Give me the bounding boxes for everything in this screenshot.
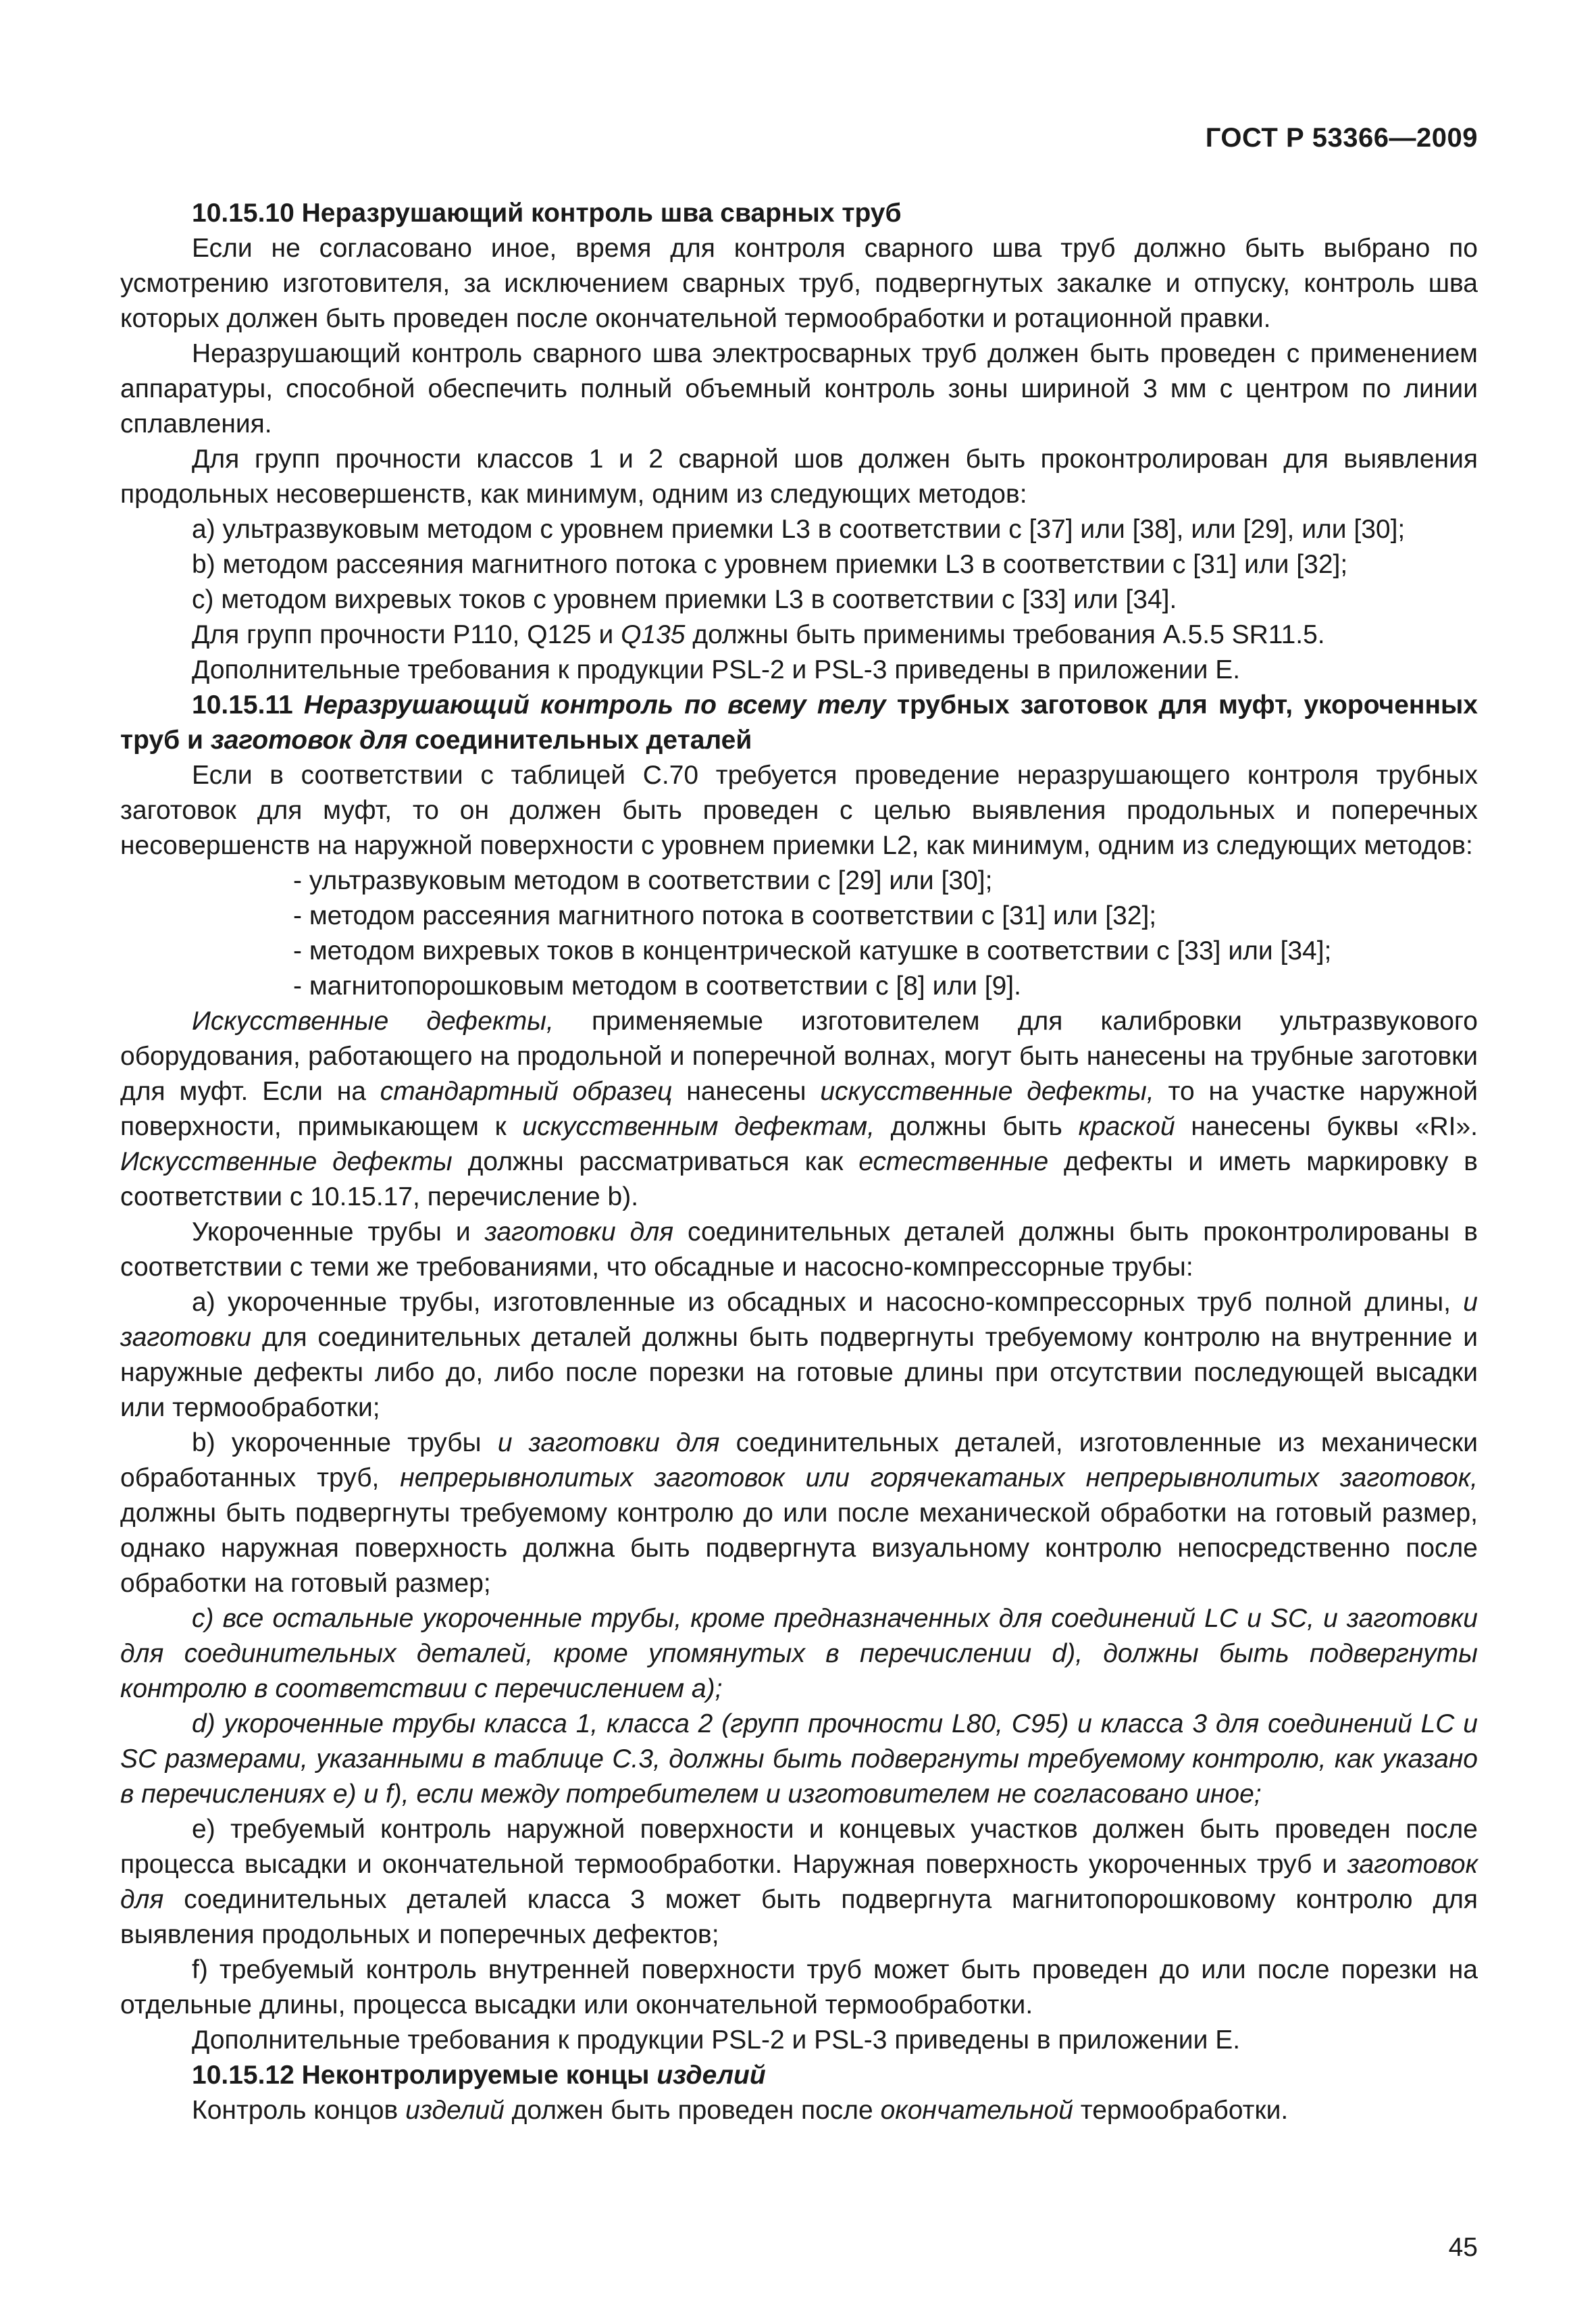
heading-italic: заготовок для [210,726,408,755]
text-run: Для групп прочности Р110, Q125 и [192,620,621,649]
text-run: соединительных деталей класса 3 может быть подвергнута магнитопорошковому контролю для выявления продольных и поперечных дефектов; [120,1885,1478,1949]
text-run-italic: искусственным дефектам, [522,1112,875,1141]
paragraph: Для групп прочности классов 1 и 2 сварной шов должен быть проконтролирован для выявления продольных несовершенств, как минимум, одним из следующих методов: [120,445,1478,509]
text-run: термообработки. [1073,2096,1289,2125]
text-run-italic: и заготовки для [497,1428,720,1457]
section-heading-10-15-11 [120,688,1478,758]
paragraph [120,2093,1478,2128]
text-run: должны рассматриваться как [452,1147,859,1176]
text-run-italic: Q135 [621,620,686,649]
text-run-italic: заготовок для [120,1850,1478,1914]
list-item [120,1812,1478,1953]
text-run: Укороченные трубы и [192,1217,485,1247]
text-run: соединительных деталей должны быть проконтролированы в соответствии с теми же требованиями, что обсадные и насосно-компрессорные трубы: [120,1217,1478,1282]
text-run: е) требуемый контроль наружной поверхности и концевых участков должен быть проведен после процесса высадки и окончательной термообработки. Наружная поверхность укороченных труб и [120,1815,1478,1879]
text-run: то на участке наружной поверхности, примыкающем к [120,1077,1478,1141]
text-run: для соединительных деталей должны быть подвергнуты требуемому контролю на внутренние и наружные дефекты либо до, либо после порезки на готовые длины при отсутствии последующей высадки или термообработки; [120,1323,1478,1422]
document-code: ГОСТ Р 53366—2009 [1205,123,1478,153]
text-run-italic: Искусственные дефекты, [192,1007,554,1036]
text-run-italic: окончательной [880,2096,1073,2125]
paragraph: Дополнительные требования к продукции PSL-2 и PSL-3 приведены в приложении Е. [192,2026,1241,2055]
list-item: - ультразвуковым методом в соответствии с [29] или [30]; [293,866,993,895]
paragraph: Дополнительные требования к продукции PSL-2 и PSL-3 приведены в приложении Е. [192,655,1241,684]
dash-list [120,863,1478,1004]
text-run: должны быть [874,1112,1079,1141]
paragraph [120,618,1478,653]
text-run: нанесены буквы «RI». [1175,1112,1478,1141]
list-item: f) требуемый контроль внутренней поверхности труб может быть проведен до или после порезки на отдельные длины, процесса высадки или окончательной термообработки. [120,1955,1478,2019]
heading-text: соединительных деталей [407,726,752,755]
text-run-italic: непрерывнолитых заготовок или горячекатаных непрерывнолитых заготовок, [400,1463,1478,1492]
text-run-italic: Искусственные дефекты [120,1147,453,1176]
paragraph: Если не согласовано иное, время для контроля сварного шва труб должно быть выбрано по усмотрению изготовителя, за исключением сварных труб, подвергнутых закалке и отпуску, контроль шва которых должен быть проведен после окончательной термообработки и ротационной правки. [120,234,1478,333]
section-heading-10-15-12 [120,2058,1478,2093]
heading-italic: Неразрушающий контроль по всему телу [303,690,886,720]
text-run: применяемые изготовителем для калибровки ультразвукового оборудования, работающего на продольной и поперечной волнах, могут быть нанесены на трубные заготовки для муфт. Если на [120,1007,1478,1106]
list-item: с) все остальные укороченные трубы, кроме предназначенных для соединений LC и SC, и заготовки для соединительных деталей, кроме упомянутых в перечислении d), должны быть подвергнуты контролю в соответствии с перечислением а); [120,1604,1478,1703]
paragraph [120,1215,1478,1285]
text-run: должен быть проведен после [504,2096,881,2125]
list-item: b) методом рассеяния магнитного потока с уровнем приемки L3 в соответствии с [31] или [32]; [192,550,1348,579]
heading-italic: изделий [657,2061,766,2090]
paragraph: Неразрушающий контроль сварного шва электросварных труб должен быть проведен с применением аппаратуры, способной обеспечить полный объемный контроль зоны шириной 3 мм с центром по линии сплавления. [120,339,1478,438]
text-run: Контроль концов [192,2096,406,2125]
page-number: 45 [1448,2233,1478,2262]
paragraph [120,1004,1478,1215]
text-run: а) укороченные трубы, изготовленные из обсадных и насосно-компрессорных труб полной длины, [192,1288,1464,1317]
list-item [120,1426,1478,1601]
text-run: b) укороченные трубы [192,1428,498,1457]
text-run-italic: естественные [858,1147,1049,1176]
list-item: с) методом вихревых токов с уровнем приемки L3 в соответствии с [33] или [34]. [192,585,1177,614]
text-run-italic: и заготовки [120,1288,1478,1352]
list-item [120,1285,1478,1426]
paragraph: Если в соответствии с таблицей С.70 требуется проведение неразрушающего контроля трубных заготовок для муфт, то он должен быть проведен с целью выявления продольных и поперечных несовершенств на наружной поверхности с уровнем приемки L2, как минимум, одним из следующих методов: [120,761,1478,860]
text-run: должны быть подвергнуты требуемому контролю до или после механической обработки на готовый размер, однако наружная поверхность должна быть подвергнута визуальному контролю непосредственно после обработки на готовый размер; [120,1499,1478,1598]
text-run: нанесены [672,1077,821,1106]
text-run: соединительных деталей, изготовленные из механически обработанных труб, [120,1428,1478,1492]
list-item: - методом рассеяния магнитного потока в соответствии с [31] или [32]; [293,901,1157,930]
text-run-italic: искусственные дефекты, [820,1077,1154,1106]
section-heading-10-15-10: 10.15.10 Неразрушающий контроль шва сварных труб [192,199,902,228]
text-run-italic: изделий [405,2096,505,2125]
heading-text: трубных заготовок для муфт, укороченных труб и [120,690,1478,755]
text-run-italic: краской [1078,1112,1175,1141]
list-item: - методом вихревых токов в концентрической катушке в соответствии с [33] или [34]; [293,936,1332,965]
heading-text: 10.15.12 Неконтролируемые концы [192,2061,657,2090]
text-run-italic: заготовки для [484,1217,674,1247]
text-run: дефекты и иметь маркировку в соответствии с 10.15.17, перечисление b). [120,1147,1478,1211]
list-item: d) укороченные трубы класса 1, класса 2 (групп прочности L80, C95) и класса 3 для соединений LC и SC размерами, указанными в таблице С.3, должны быть подвергнуты требуемому контролю, как указано в перечислениях е) и f), если между потребителем и изготовителем не согласовано иное; [120,1709,1478,1809]
page-body [120,196,1478,2128]
heading-number: 10.15.11 [192,690,304,720]
text-run: должны быть применимы требования А.5.5 SR11.5. [685,620,1325,649]
text-run-italic: стандартный образец [380,1077,673,1106]
list-item: а) ультразвуковым методом с уровнем приемки L3 в соответствии с [37] или [38], или [29], или [30]; [192,515,1406,544]
list-item: - магнитопорошковым методом в соответствии с [8] или [9]. [293,972,1021,1001]
